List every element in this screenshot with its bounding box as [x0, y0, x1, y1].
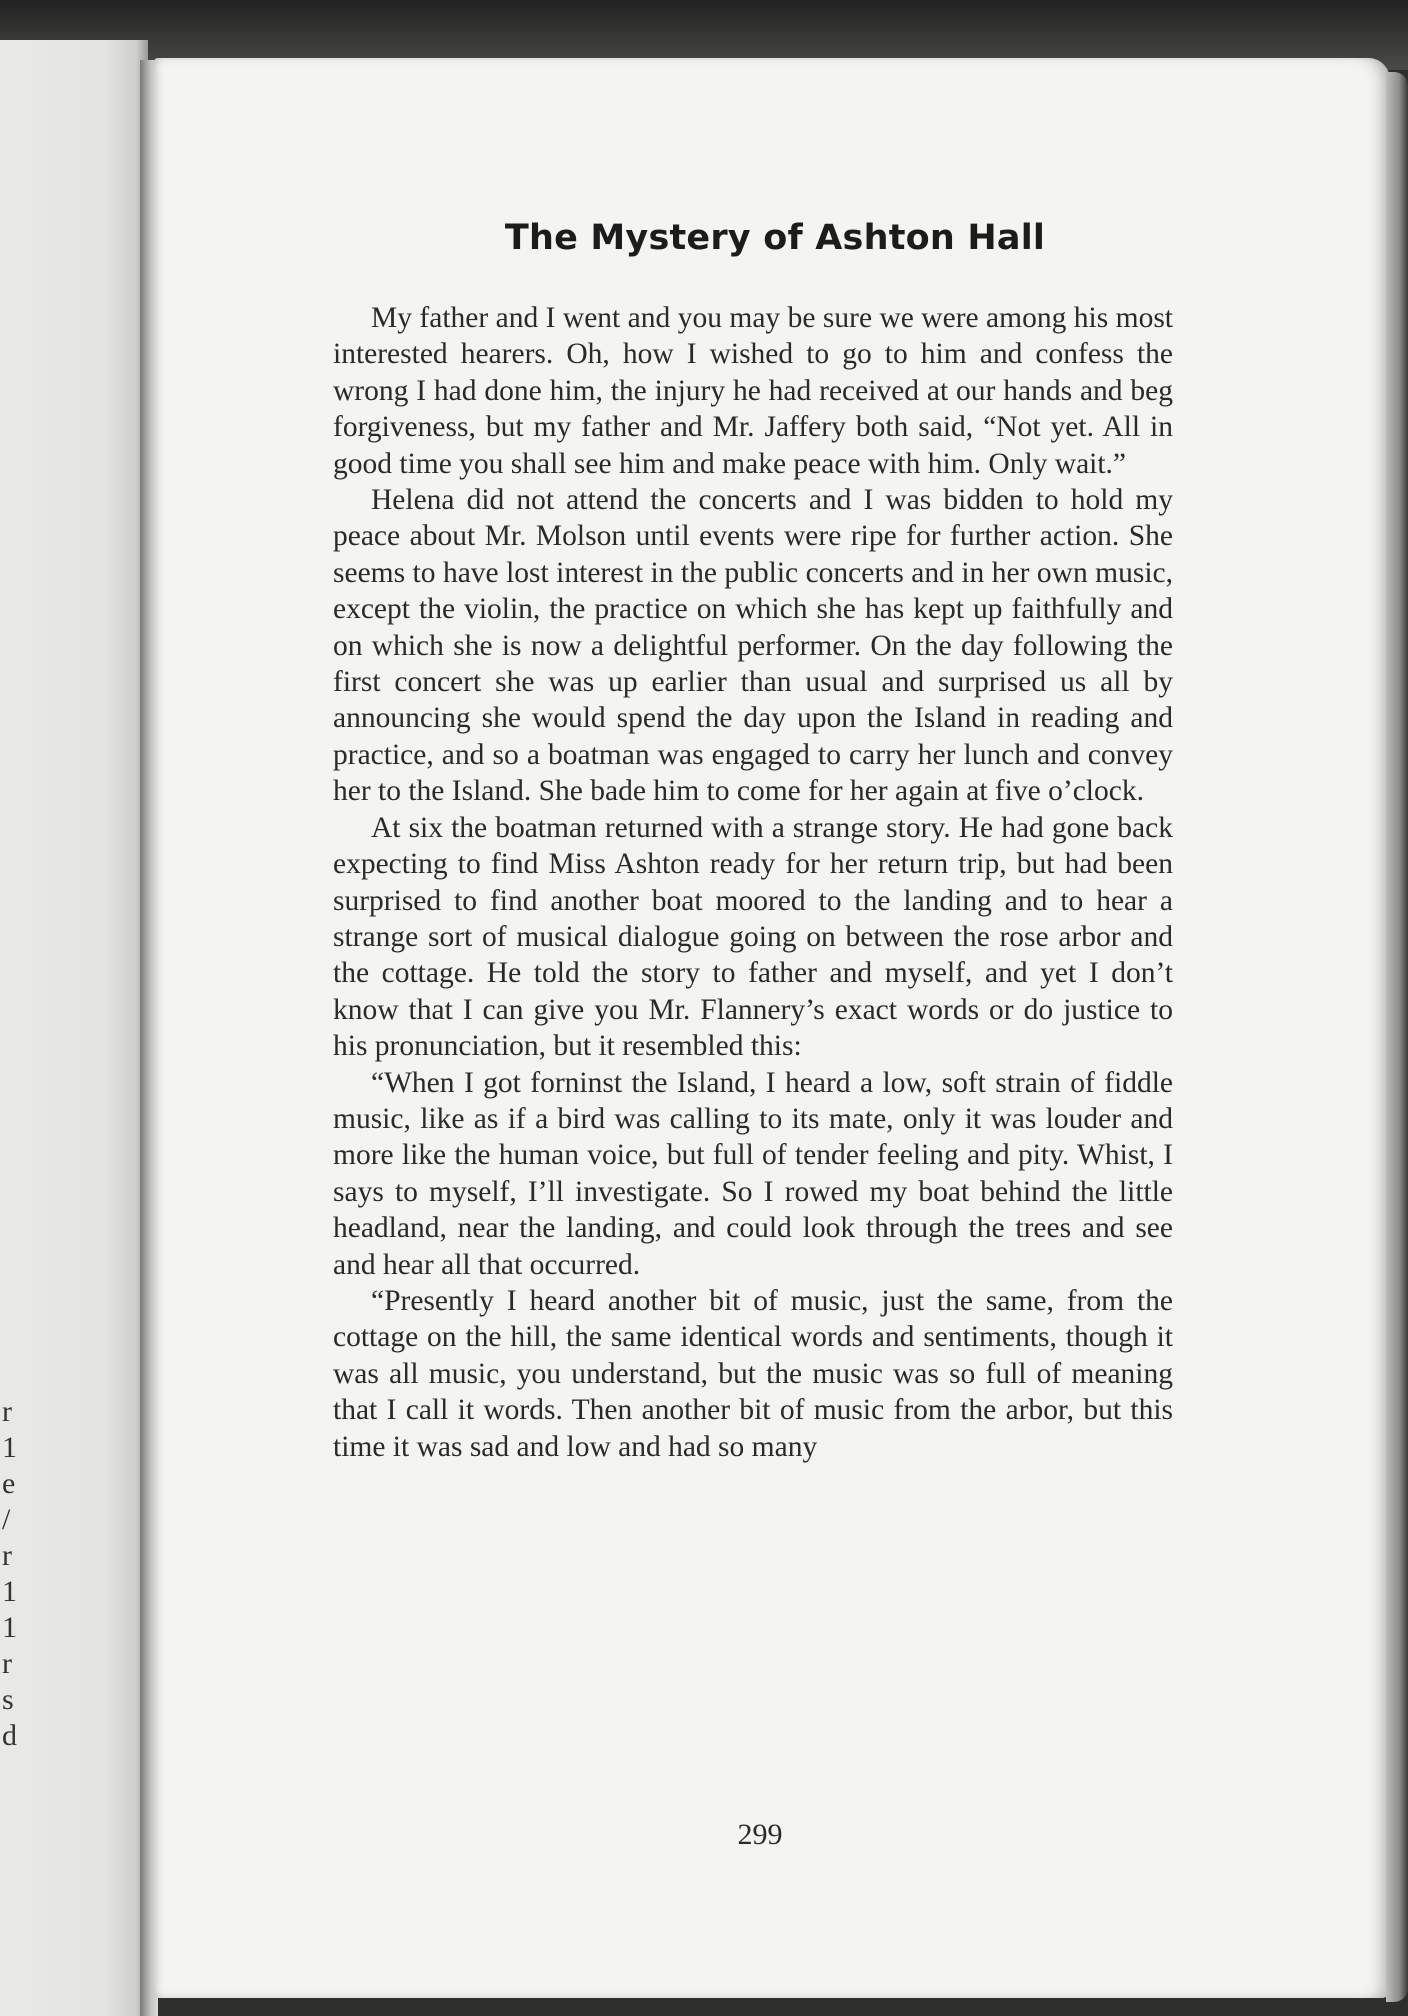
- chapter-title: The Mystery of Ashton Hall: [504, 218, 1046, 258]
- paragraph: “When I got forninst the Island, I heard a low, soft strain of fiddle music, like as if a bird was calling to its mate, only it was louder and more like the human voice, but full of tender feeling and pity. Whist, I says to myself, I’ll investigate. So I rowed my boat behind the little headland, near the landing, and could look through the trees and see and hear all that occurred.: [333, 1066, 1173, 1281]
- left-page-text-fragments: r 1 e / r 1 1 r s d: [2, 1395, 17, 1752]
- paragraph: My father and I went and you may be sure we were among his most interested hearers. Oh, how I wished to go to him and confess the wrong I had done him, the injury he had received at our hands and beg forgiveness, but my father and Mr. Jaffery both said, “Not yet. All in good time you shall see him and make peace with him. Only wait.”: [333, 302, 1173, 480]
- body-text: [333, 300, 1173, 1465]
- page-edge: [1386, 72, 1408, 2002]
- paragraph: Helena did not attend the concerts and I was bidden to hold my peace about Mr. Molson until events were ripe for further action. She seems to have lost interest in the public concerts and in her own music, except the violin, the practice on which she has kept up faithfully and on which she is now a delightful performer. On the day following the first concert she was up earlier than usual and surprised us all by announcing she would spend the day upon the Island in reading and practice, and so a boatman was engaged to carry her lunch and convey her to the Island. She bade him to come for her again at five o’clock.: [333, 484, 1173, 808]
- paragraph: “Presently I heard another bit of music, just the same, from the cottage on the hill, the same identical words and sentiments, though it was all music, you understand, but the music was so full of meaning that I call it words. Then another bit of music from the arbor, but this time it was sad and low and had so many: [333, 1284, 1173, 1463]
- paragraph: At six the boatman returned with a strange story. He had gone back expecting to find Miss Ashton ready for her return trip, but had been surprised to find another boat moored to the landing and to hear a strange sort of musical dialogue going on between the rose arbor and the cottage. He told the story to father and myself, and yet I don’t know that I can give you Mr. Flannery’s exact words or do justice to his pronunciation, but it resembled this:: [333, 811, 1173, 1063]
- left-page: [0, 40, 148, 2016]
- page-number: 299: [737, 1818, 783, 1851]
